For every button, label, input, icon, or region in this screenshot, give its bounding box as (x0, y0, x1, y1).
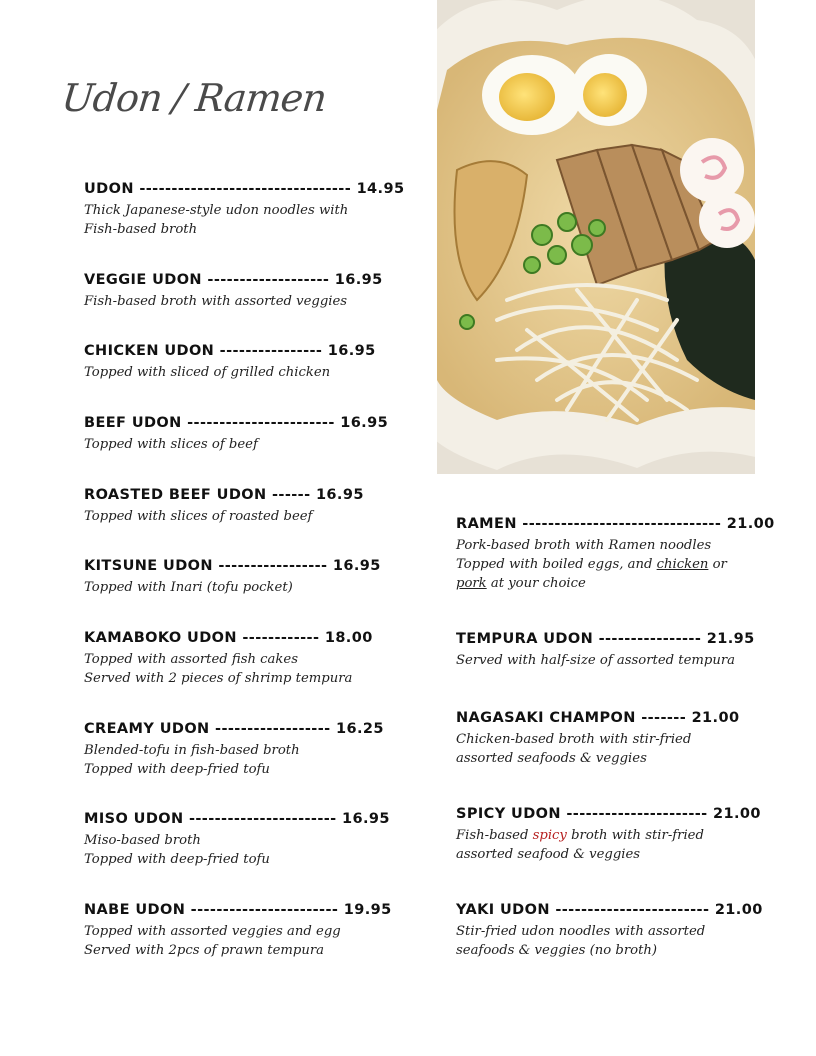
item-name: KAMABOKO UDON ------------ 18.00 (84, 630, 373, 646)
menu-item-nabe-udon (84, 902, 392, 960)
item-description (456, 826, 761, 864)
item-name: BEEF UDON ----------------------- 16.95 (84, 415, 389, 431)
desc-line-2: Topped with boiled eggs, and (456, 557, 657, 572)
item-name: SPICY UDON ---------------------- 21.00 (456, 806, 761, 822)
menu-item-yaki-udon (456, 902, 763, 960)
menu-item-tempura-udon (456, 631, 755, 670)
menu-item-ramen (456, 516, 775, 593)
desc-line-3: at your choice (486, 576, 586, 591)
item-name: KITSUNE UDON ----------------- 16.95 (84, 558, 381, 574)
item-name: CHICKEN UDON ---------------- 16.95 (84, 343, 376, 359)
menu-item-kitsune-udon (84, 558, 381, 597)
item-description: Topped with slices of beef (84, 437, 258, 452)
item-name: VEGGIE UDON ------------------- 16.95 (84, 272, 383, 288)
page-title: Udon / Ramen (59, 76, 329, 120)
item-description: Thick Japanese-style udon noodles with Fish-based broth (84, 203, 349, 237)
item-description: Blended-tofu in fish-based broth Topped with deep-fried tofu (84, 743, 300, 777)
chicken-option: chicken (656, 557, 709, 572)
menu-item-chicken-udon (84, 343, 376, 382)
item-name: NABE UDON ----------------------- 19.95 (84, 902, 392, 918)
desc-line-2: assorted seafood & veggies (456, 847, 641, 862)
item-name: CREAMY UDON ------------------ 16.25 (84, 721, 384, 737)
menu-item-creamy-udon (84, 721, 384, 779)
menu-item-spicy-udon (456, 806, 761, 864)
item-description (456, 536, 775, 593)
item-description: Miso-based broth Topped with deep-fried tofu (84, 833, 270, 867)
item-description: Stir-fried udon noodles with assorted seafoods & veggies (no broth) (456, 924, 706, 958)
item-description: Fish-based broth with assorted veggies (84, 294, 348, 309)
menu-item-miso-udon (84, 811, 390, 869)
menu-item-veggie-udon (84, 272, 383, 311)
item-description: Chicken-based broth with stir-fried assorted seafoods & veggies (456, 732, 692, 766)
ramen-bowl-photo (437, 0, 755, 474)
item-description: Topped with assorted fish cakes Served with 2 pieces of shrimp tempura (84, 652, 353, 686)
desc-pre: Fish-based (456, 828, 533, 843)
pork-option: pork (456, 576, 487, 591)
desc-post: broth with stir-fried (566, 828, 704, 843)
menu-item-beef-udon (84, 415, 388, 454)
item-description: Served with half-size of assorted tempura (456, 653, 735, 668)
menu-item-roasted-beef-udon (84, 487, 364, 526)
menu-item-nagasaki-champon (456, 710, 739, 768)
item-description: Topped with sliced of grilled chicken (84, 365, 331, 380)
item-description: Topped with assorted veggies and egg Served with 2pcs of prawn tempura (84, 924, 341, 958)
item-name: NAGASAKI CHAMPON ------- 21.00 (456, 710, 740, 726)
menu-item-udon (84, 181, 404, 239)
item-name: MISO UDON ----------------------- 16.95 (84, 811, 390, 827)
item-name: TEMPURA UDON ---------------- 21.95 (456, 631, 755, 647)
spicy-word: spicy (532, 828, 567, 843)
item-description: Topped with slices of roasted beef (84, 509, 313, 524)
item-name: UDON --------------------------------- 14.95 (84, 181, 405, 197)
desc-or: or (708, 557, 727, 572)
desc-line-1: Pork-based broth with Ramen noodles (456, 538, 712, 553)
ramen-bowl-illustration (437, 0, 755, 474)
item-name: ROASTED BEEF UDON ------ 16.95 (84, 487, 364, 503)
item-name: YAKI UDON ------------------------ 21.00 (456, 902, 763, 918)
item-description: Topped with Inari (tofu pocket) (84, 580, 293, 595)
item-name: RAMEN ------------------------------- 21.00 (456, 516, 775, 532)
menu-item-kamaboko-udon (84, 630, 373, 688)
